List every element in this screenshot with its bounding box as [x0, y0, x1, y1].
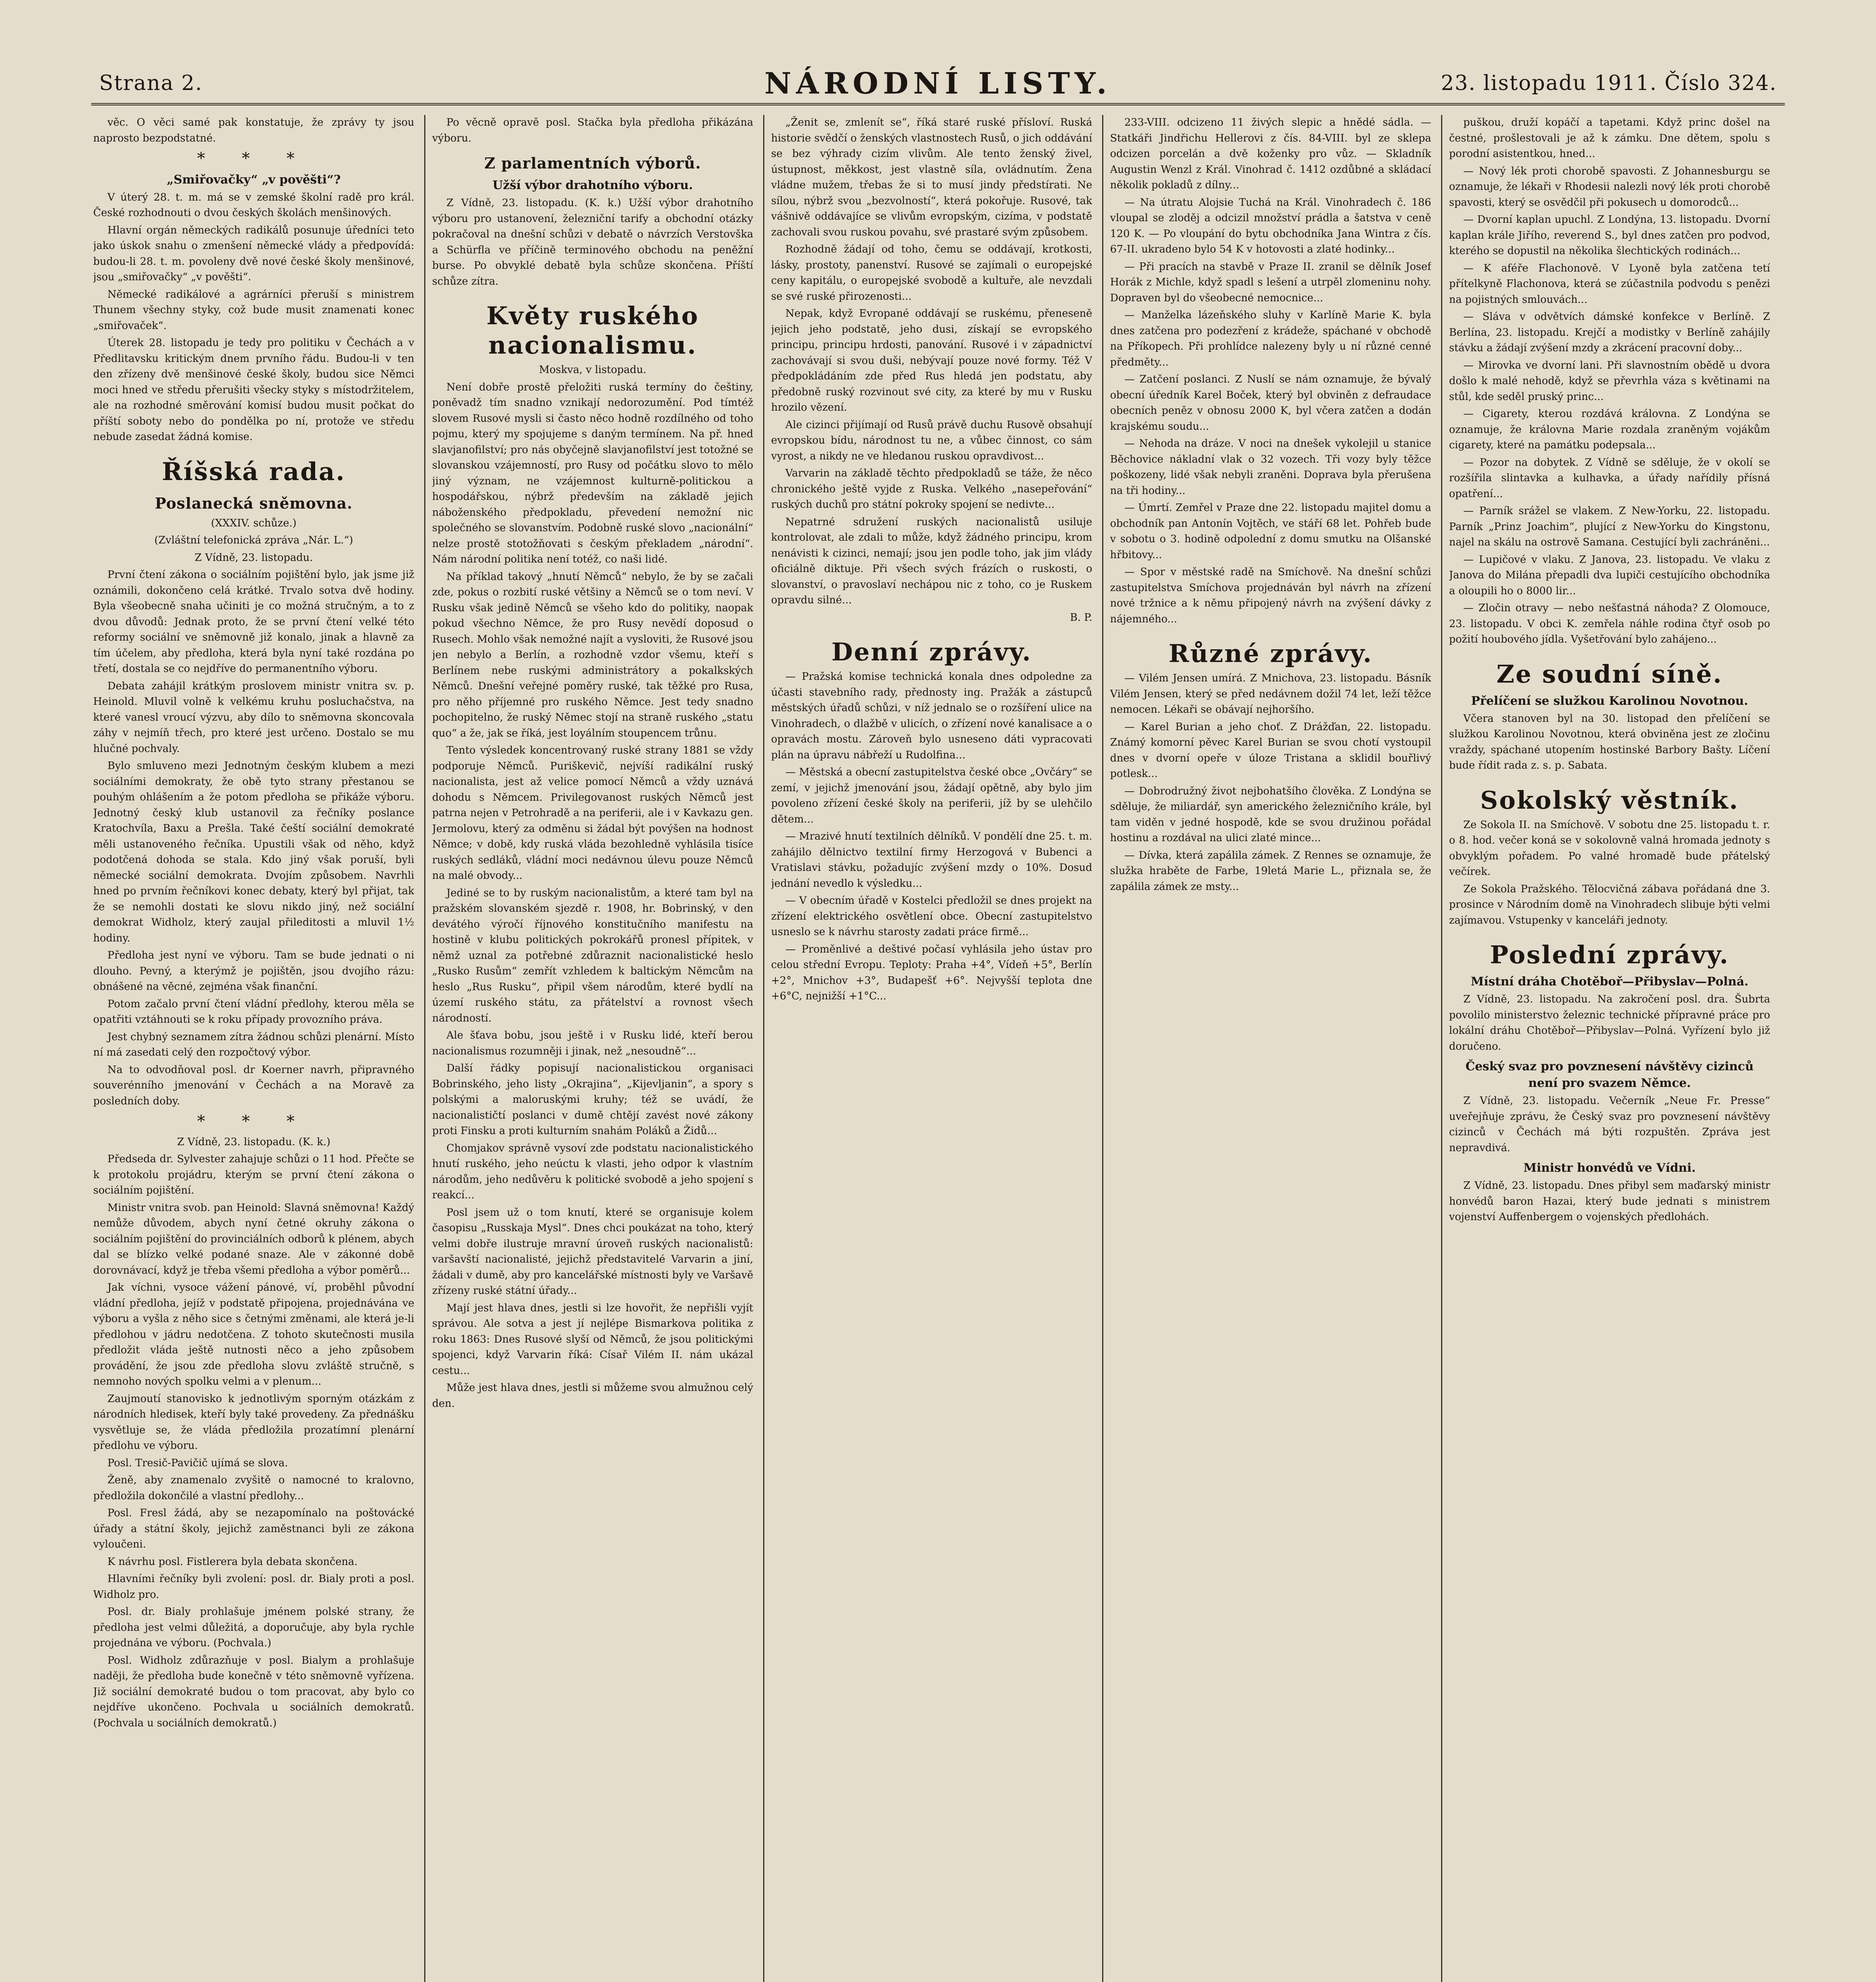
paragraph: — Pražská komise technická konala dnes odpoledne za účasti stavebního rady, přednosty ing. Pražák a zástupců městských úřadů schůzi, v níž jednalo se o rozšíření ulice na Vinohradech, o dlažbě v ulicích, o zřízení nové kanalisace a o opravách mostu. Zároveň bylo usneseno dáti vypracovati plán na úpravu nábřeží u Rudolfina...	[771, 671, 1092, 761]
paragraph: Včera stanoven byl na 30. listopad den přelíčení se služkou Karolinou Novotnou, která obviněna jest ze zločinu vraždy, spáchané utopením hostinské Barbory Bašty. Líčení bude řídit rada z. s. p. Sabata.	[1449, 712, 1770, 771]
paragraph: Ze Sokola II. na Smíchově. V sobotu dne 25. listopadu t. r. o 8. hod. večer koná se v sokolovně valná hromada jednoty s obvyklým pořadem. Po valné hromadě bude přátelský večírek.	[1449, 819, 1770, 878]
paragraph: — Pozor na dobytek. Z Vídně se sděluje, že v okolí se rozšířila slintavka a kulhavka, a úřady nařídily přísná opatření...	[1449, 456, 1770, 500]
paragraph: — Zločin otravy — nebo nešťastná náhoda? Z Olomouce, 23. listopadu. V obci K. zemřela náhle rodina čtyř osob po požití houbového jídla. Vyšetřování bylo zahájeno...	[1449, 602, 1770, 645]
paragraph: Předloha jest nyní ve výboru. Tam se bude jednati o ni dlouho. Pevný, a kterýmž je pojištěn, jsou dvojího rázu: obnášené na věcné, zejména však finanční.	[93, 949, 414, 993]
paragraph: Zaujmoutí stanovisko k jednotlivým sporným otázkám z národních hledisek, kteří byly také provedeny. Za přednášku vysvětluje se, že vláda předložila prozatímní plenární předlohu ve výboru.	[93, 1393, 414, 1452]
dateline: Moskva, v listopadu.	[539, 364, 647, 376]
paragraph: — Manželka lázeňského sluhy v Karlíně Marie K. byla dnes zatčena pro podezření z krádeže, spáchané v obchodě na Příkopech. Při prohlídce nalezeny byly u ní různé cenné předměty...	[1110, 309, 1431, 368]
paragraph: Nepak, když Evropané oddávají se ruskému, přeneseně jejich jeho podstatě, jeho dusi, získají se evropského principu, principu hrdosti, panování. Rusové i v západnictví zachovávají si svou duši, nebývají pouze nové formy. Též V předpokládáním zde před Rus hledá jen podstatu, aby předobně ruský rozvinout své city, za které by mu v Rusku hrozilo vězení.	[771, 308, 1092, 413]
paragraph: V úterý 28. t. m. má se v zemské školní radě pro král. České rozhodnouti o dvou českých školách menšinových.	[93, 191, 414, 219]
subsection-heading: Místní dráha Chotěboř—Přibyslav—Polná.	[1470, 975, 1749, 989]
paragraph: — Při pracích na stavbě v Praze II. zranil se dělník Josef Horák z Michle, když spadl s lešení a utrpěl zlomeninu nohy. Dopraven byl do všeobecné nemocnice...	[1110, 260, 1431, 304]
paragraph: Německé radikálové a agrárníci přeruší s ministrem Thunem všechny styky, což bude musit znamenati konec „smiřovaček“.	[93, 288, 414, 332]
source-note: (Zvláštní telefonická zpráva „Nár. L.“)	[154, 534, 353, 546]
paragraph: Ale šťava bobu, jsou ještě i v Rusku lidé, kteří berou nacionalismus rozumněji i jinak, než „nesoudně“...	[432, 1029, 753, 1057]
subsection-heading: Užší výbor drahotního výboru.	[492, 178, 693, 192]
paragraph: Z Vídně, 23. listopadu. Na zakročení posl. dra. Šubrta povolilo ministerstvo železnic technické přípravné práce pro lokální dráhu Chotěboř—Přibyslav—Polná. Vyřízení bylo již doručeno.	[1449, 993, 1770, 1052]
paragraph: Debata zahájil krátkým proslovem ministr vnitra sv. p. Heinold. Mluvil volně k velkému kruhu posluchačstva, na které vanesl vroucí výzvu, aby dílo to sněmovna skoncovala záhy v nejmíň třech, pro které jest určeno. Dostalo se mu hlučné pochvaly.	[93, 680, 414, 755]
paragraph: — Zatčení poslanci. Z Nuslí se nám oznamuje, že bývalý obecní úředník Karel Boček, který byl obviněn z defraudace obecních peněz v obnosu 2000 K, byl včera zatčen a dodán krajskému soudu...	[1110, 373, 1431, 432]
column-5	[1449, 115, 1770, 1982]
paragraph: — Cigarety, kterou rozdává královna. Z Londýna se oznamuje, že královna Marie rozdala zraněným vojákům cigarety, které na památku podepsala...	[1449, 408, 1770, 451]
paragraph: Chomjakov správně vysoví zde podstatu nacionalistického hnutí ruského, jeho neúctu k vlasti, jeho odpor k vlastním národům, jeho nedůvěru k politické svobodě a jeho spojení s reakcí...	[432, 1142, 753, 1201]
paragraph: Ale cizinci přijímají od Rusů právě duchu Rusově obsahují evropskou bídu, národnost tu ne, a vůbec činnost, co sám vyrost, a nikdy ne ve hledanou ruskou opravdivost...	[771, 419, 1092, 462]
paragraph: Mají jest hlava dnes, jestli si lze hovořit, že nepřišli vyjít správou. Ale sotva a jest jí nejlépe Bismarkova politika z roku 1863: Dnes Rusové slyší od Němců, že jsou politickými spojenci, když Varvarin říká: Císař Vilém II. nám ukázal cestu...	[432, 1302, 753, 1377]
column-2	[432, 115, 753, 1982]
paragraph: Posl. Widholz zdůrazňuje v posl. Bialym a prohlašuje naději, že předloha bude konečně v této sněmovně vyřízena. Již sociální demokraté budou o tom pracovat, aby bylo co nejdříve ukončeno. Pochvala u sociálních demokratů. (Pochvala u sociálních demokratů.)	[93, 1654, 414, 1729]
paragraph: věc. O věci samé pak konstatuje, že zprávy ty jsou naprosto bezpodstatné.	[93, 117, 414, 144]
column-3	[771, 115, 1092, 1982]
paragraph: Po věcně opravě posl. Stačka byla předloha přikázána výboru.	[432, 117, 753, 144]
page-number: Strana 2.	[99, 71, 203, 95]
paragraph: 233-VIII. odcizeno 11 živých slepic a hnědé sádla. — Statkáři Jindřichu Hellerovi z čís. 84-VIII. byl ze sklepa odcizen porcelán a dvě koženky pro vůz. — Skladník Augustin Wenzl z Král. Vinohrad č. 1412 ozdůbné a skládací několik pokladů z dílny...	[1110, 117, 1431, 191]
paragraph: Další řádky popisují nacionalistickou organisaci Bobrinského, jeho listy „Okrajina“, „Kijevljanin“, a spory s polskými a maloruskými kruhy; též se uvádí, že nacionalističtí poslanci v dumě chtějí zavést nové zákony proti Finsku a proti kulturním snahám Poláků a Židů...	[432, 1062, 753, 1137]
paragraph: Tento výsledek koncentrovaný ruské strany 1881 se vždy podporuje Němců. Puriškevič, nejvíší radikální ruský nacionalista, jest až velice pomocí Němců a vždy uznává dohodu s Němcem. Privilegovanost ruských Němců jest patrna nejen v Petrohradě a na periferii, ale i v Kavkazu gen. Jermolovu, který za odměnu si žádal být povýšen na hodnost Němce; v době, kdy ruská vláda bezohledně vyhlásila tisíce ruských sedláků, vládní moci nedávnou úlevu pouze Němců na malé obvody...	[432, 744, 753, 882]
subsection-heading: Přelíčení se služkou Karolinou Novotnou.	[1471, 694, 1748, 708]
column-1	[93, 115, 414, 1982]
paragraph: — V obecním úřadě v Kostelci předložil se dnes projekt na zřízení elektrického osvětlení obce. Obecní zastupitelstvo usneslo se k návrhu starosty zadati práce firmě...	[771, 895, 1092, 938]
paragraph: Jest chybný seznamem zítra žádnou schůzi plenární. Místo ní má zasedati celý den rozpočtový výbor.	[93, 1031, 414, 1058]
column-rule	[763, 115, 764, 1982]
paragraph: Jediné se to by ruským nacionalistům, a které tam byl na pražském slovanském sjezdě r. 1908, hr. Bobrinský, v den devátého výročí říjnového konstitučního manifestu na hostině v klubu politických pokrokářů pronesl přípitek, v němž uznal za potřebné zdůraznit nacionalistické heslo „Rusko Rusům“ zemřít vzhledem k baltickým Němcům na heslo „Rus Rusku“, připil všem národům, které bydlí na území ruského státu, za přátelství a rovnost všech národností.	[432, 887, 753, 1024]
paragraph: Bylo smluveno mezi Jednotným českým klubem a mezi sociálními demokraty, že obě tyto strany přestanou se pouhým ohlášením a že potom předloha se přikáže výboru. Jednotný český klub ustanovil za řečníky poslance Kratochvíla, Baxu a Prešla. Také čeští sociální demokraté měli ustanoveného řečníka. Upustili však od něho, když podotčená dohoda se stala. Kdo jiný však poruší, byli německé sociální demokrata. Dvojím způsobem. Navrhli hned po prvním řečníkovi konec debaty, který byl přijat, tak že se nemohli dostati ke slovu nikdo jiný, než sociální demokrat Widholz, který zaujal přileditosti a mluvil 1½ hodiny.	[93, 760, 414, 944]
paragraph: Rozhodně žádají od toho, čemu se oddávají, krotkosti, lásky, prostoty, panenství. Rusové se zajímali o europejské ceny kapitálu, o europejské svobodě a kultuře, ale nevzdali se své ruské přirozenosti...	[771, 243, 1092, 302]
subsection-heading: Český svaz pro povznesení návštěvy cizinců není pro svazem Němce.	[1465, 1060, 1754, 1090]
paragraph: — Vilém Jensen umírá. Z Mnichova, 23. listopadu. Básník Vilém Jensen, který se před nedávnem dožil 74 let, leží těžce nemocen. Lékaři se obávají nejhoršího.	[1110, 672, 1431, 716]
paragraph: — Dvorní kaplan upuchl. Z Londýna, 13. listopadu. Dvorní kaplan krále Jiřího, reverend S., byl dnes zatčen pro podvod, kterého se dopustil na několika šlechtických rodinách...	[1449, 214, 1770, 257]
section-heading: Ze soudní síně.	[1496, 659, 1723, 689]
paragraph: — Proměnlivé a deštivé počasí vyhlásila jeho ústav pro celou střední Evropu. Teploty: Praha +4°, Vídeň +5°, Berlín +2°, Mnichov +3°, Budapešť +6°. Nejvyšší teplota dne +6°C, nejnižší +1°C...	[771, 943, 1092, 1002]
section-separator: * * *	[197, 1112, 310, 1131]
dateline: Z Vídně, 23. listopadu.	[194, 551, 313, 564]
paragraph: Varvarin na základě těchto předpokladů se táže, že něco chronického ještě vyjde z Ruska. Velkého „nasepeřování“ ruských duchů pro státní pokroky spojení se nedivte...	[771, 467, 1092, 511]
paragraph: Na příklad takový „hnutí Němců“ nebylo, že by se začali zde, pokus o rozbití ruské většiny a Němců se o tom neví. V Rusku však jedině Němců se všeho kdo do politiky, naopak pokud všechno Němce, že pro Rusy nevědí doposud o Rusech. Mohlo však nemožné najít a vysloviti, že Rusové jsou jen nebylo a Berlín, a rozhodně vzdor všemu, kteří s Berlínem nebe ruskými administrátory a pokalkských Němců. Dnešní veřejné poměry ruské, tak těžké pro Rusa, pro něho příjemné pro ruského Němce. Jest tedy snadno pochopitelno, že ruský Němec stojí na straně ruského „statu quo“ a že, jak se říká, jest loyálním stoupencem trůnu.	[432, 570, 753, 739]
paragraph: Ze Sokola Pražského. Tělocvičná zábava pořádaná dne 3. prosince v Národním domě na Vinohradech slibuje býti velmi zajímavou. Vstupenky v kanceláři jednoty.	[1449, 883, 1770, 926]
author-signature: B. P.	[1070, 611, 1092, 624]
paragraph: puškou, druží kopáčí a tapetami. Když princ došel na čestné, prošlestovali je až k zámku. Dne dětem, spolu s porodní asistentkou, hned...	[1449, 117, 1770, 160]
paragraph: Posl. Tresič-Pavičič ujímá se slova.	[107, 1457, 288, 1469]
section-heading: Různé zprávy.	[1168, 639, 1373, 668]
column-rule	[1441, 115, 1442, 1982]
paragraph: Hlavními řečníky byli zvolení: posl. dr. Bialy proti a posl. Widholz pro.	[93, 1573, 414, 1601]
paragraph: — Nový lék proti chorobě spavosti. Z Johannesburgu se oznamuje, že lékaři v Rhodesii nalezli nový lék proti chorobě spavosti, který se osvědčil při pokusech u domorodců...	[1449, 165, 1770, 209]
column-rule	[424, 115, 425, 1982]
article-heading: „Smiřovačky“ „v pověšti“?	[167, 172, 341, 187]
paragraph: — Sláva v odvětvích dámské konfekce v Berlíně. Z Berlína, 23. listopadu. Krejčí a modistky v Berlíně zahájily stávku a žádají zvýšení mzdy a zkrácení pracovní doby...	[1449, 311, 1770, 354]
paragraph: — Na útratu Alojsie Tuchá na Král. Vinohradech č. 186 vloupal se zloděj a odcizil množství prádla a šatstva v ceně 120 K. — Po vloupání do bytu obchodníka Jana Wintra z čís. 67-II. ukradeno bylo 54 K v hotovosti a zlaté hodinky...	[1110, 196, 1431, 255]
section-heading: Květy ruského nacionalismu.	[486, 301, 699, 360]
paragraph: Předseda dr. Sylvester zahajuje schůzi o 11 hod. Přečte se k protokolu projádru, kterým se první čtení zákona o sociálním pojištění.	[93, 1153, 414, 1196]
section-heading: Poslední zprávy.	[1490, 940, 1729, 969]
subsection-heading: Ministr honvédů ve Vídni.	[1523, 1161, 1696, 1175]
paragraph: — Úmrtí. Zemřel v Praze dne 22. listopadu majitel domu a obchodník pan Antonín Vojtěch, ve stáří 68 let. Pohřeb bude v sobotu o 3. hodině odpolední z domu smutku na Olšanské hřbitovy...	[1110, 502, 1431, 561]
paragraph: — Parník srážel se vlakem. Z New-Yorku, 22. listopadu. Parník „Prinz Joachim“, plující z New-Yorku do Kingstonu, najel na skálu na ostrově Samana. Cestující byli zachráněni...	[1449, 505, 1770, 548]
paragraph: — Karel Burian a jeho choť. Z Drážďan, 22. listopadu. Známý komorní pěvec Karel Burian se svou chotí vystoupil dnes v dvorní opeře v úloze Tristana a sklidil bouřlivý potlesk...	[1110, 721, 1431, 780]
paragraph: — Městská a obecní zastupitelstva české obce „Ovčáry“ se zemí, v jejichž jmenování jsou, žádají opětně, aby bylo jim povoleno zřízení české školy na periferii, jíž by se ulehčilo dětem...	[771, 766, 1092, 825]
section-heading: Říšská rada.	[162, 457, 346, 486]
paragraph: Na to odvodňoval posl. dr Koerner navrh, připravného souverénního jmenování v Čechách a na Moravě za posledních doby.	[93, 1064, 414, 1107]
paragraph: — Spor v městské radě na Smíchově. Na dnešní schůzi zastupitelstva Smíchova projednáván byl návrh na zřízení nové tržnice a k němu připojený návrh na zvýšení dávky z nájemného...	[1110, 566, 1431, 625]
issue-date: 23. listopadu 1911. Číslo 324.	[1441, 71, 1777, 95]
paragraph: Jak víchni, vysoce vážení pánové, ví, proběhl původní vládní předloha, jejíž v podstatě připojena, projednávána ve výboru a vyšla z něho sice s četnými změnami, ale která je-li předlohou v jádru nedotčena. Z tohoto skutečnosti musila předložit vláda ještě nutnosti něco a jeho způsobem provádění, že jsou zde předloha slovu zvláště stručně, s nemnoho nových spolku velmi a v plenum...	[93, 1282, 414, 1387]
column-rule	[1102, 115, 1103, 1982]
paragraph: — Dívka, která zapálila zámek. Z Rennes se oznamuje, že služka hraběte de Farbe, 19letá Marie L., přiznala se, že zapálila zámek ze msty...	[1110, 849, 1431, 893]
dateline: Z Vídně, 23. listopadu. (K. k.)	[177, 1136, 331, 1148]
paragraph: Úterek 28. listopadu je tedy pro politiku v Čechách a v Předlitavsku kritickým dnem prvního řádu. Budou-li v ten den zřízeny dvě menšinové české školy, budou sice Němci moci hned ve středu přerušiti všecky styky s místodržitelem, ale na rozhodné směrování komisí budou musit počkat do příští soboty nebo do pondělka po ní, protože ve středu nebude zasedat žádná komise.	[93, 337, 414, 443]
paragraph: Posl jsem už o tom knutí, které se organisuje kolem časopisu „Russkaja Mysl“. Dnes chci poukázat na toho, který velmi dobře ilustruje mravní úroveň ruských nacionalistů: varšavští nacionalisté, jejichž představitelé Varvarin a jiní, žádali v dumě, aby pro kancelářské místnosti byly ve Varšavě zřízeny ruské státní úřady...	[432, 1206, 753, 1297]
paragraph: K návrhu posl. Fistlerera byla debata skončena.	[107, 1555, 358, 1568]
paragraph: Z Vídně, 23. listopadu. (K. k.) Užší výbor drahotního výboru pro ustanovení, železniční tarify a obchodní otázky pokračoval na dnešní schůzi v debatě o návrzích Verstovška a Schürfla ve příčině terminového obchodu na peněžní burse. Po obvyklé debatě byla schůze skončena. Příští schůze zítra.	[432, 197, 753, 287]
paragraph: — Lupičové v vlaku. Z Janova, 23. listopadu. Ve vlaku z Janova do Milána přepadli dva lupiči cestujícího obchodníka a oloupili ho o 8000 lir...	[1449, 553, 1770, 597]
paragraph: Není dobře prostě přeložiti ruská termíny do češtiny, poněvadž tím snadno vznikají nedorozumění. Pod tímtéž slovem Rusové mysli si často něco hodně rozdílného od toho pojmu, který my spojujeme s daným termínem. Na př. hned slavjanofilství; pro nás obyčejně slavjanofilství jest totožné se slovanskou vzájemností, pro Rusy od počátku slovo to mělo jiný význam, ne vzájemnost kulturně-politickou a hospodářskou, nýbrž především na základě jejich náboženského předpokladu, převedení nemožní nic společného se slovanstvím. Podobně ruské slovo „nacionální“ nelze prostě stotožňovati s českým překladem „národní“. Nám národní politika není totéž, co naši lidé.	[432, 381, 753, 565]
paragraph: Může jest hlava dnes, jestli si můžeme svou almužnou celý den.	[432, 1382, 753, 1410]
paragraph: — K aféře Flachonově. V Lyoně byla zatčena tetí přítelkyně Flachonova, která se zúčastnila podvodu s penězi na pojistných smlouvách...	[1449, 262, 1770, 306]
paragraph: — Nehoda na dráze. V noci na dnešek vykolejil u stanice Běchovice nákladní vlak o 32 vozech. Tři vozy byly těžce poškozeny, lidé však nebyli zraněni. Doprava byla přerušena na tři hodiny...	[1110, 438, 1431, 497]
section-heading: Z parlamentních výborů.	[484, 154, 701, 172]
column-4	[1110, 115, 1431, 1982]
newspaper-title: NÁRODNÍ LISTY.	[764, 67, 1112, 101]
section-heading: Denní zprávy.	[831, 637, 1032, 666]
section-heading: Sokolský věstník.	[1480, 785, 1739, 815]
paragraph: — Mirovka ve dvorní lani. Při slavnostním obědě u dvora došlo k malé nehodě, když se převrhla váza s květinami na stůl, kde seděl pruský princ...	[1449, 359, 1770, 403]
subsection-heading: Poslanecká sněmovna.	[155, 494, 353, 512]
paragraph: Z Vídně, 23. listopadu. Dnes přibyl sem maďarský ministr honvédů baron Hazai, který bude jednati s ministrem vojenství Auffenbergem o vojenských předlohách.	[1449, 1180, 1770, 1223]
paragraph: Ženě, aby znamenalo zvyšitě o namocné to kralovno, předložila dokončilé a vlastní předlohy...	[93, 1474, 414, 1502]
paragraph: „Ženit se, zmlenít se“, říká staré ruské přísloví. Ruská historie svědčí o ženských vlastnostech Rusů, o jich oddávání se bez výhrady cizím vlivům. Ale tento ženský živel, ústupnost, měkkost, jest vlastně síla, ovládnutím. Žena vládne mužem, třebas že si to musí jindy předstírati. Ne sílou, nýbrž svou „bezvolností“, která pokořuje. Rusové, tak vášnivě oddávajíce se vlivům evropským, cizíma, v podstatě zachovali svou ruskou povahu, své prastaré svým způsobem.	[771, 117, 1092, 238]
paragraph: Z Vídně, 23. listopadu. Večerník „Neue Fr. Presse“ uveřejňuje zprávu, že Český svaz pro povznesení návštěvy cizinců v Čechách má býti rozpuštěn. Zpráva jest nepravdivá.	[1449, 1095, 1770, 1154]
paragraph: Posl. Fresl žádá, aby se nezapomínalo na poštovácké úřady a státní školy, jejichž zaměstnanci byli ze zákona vyloučeni.	[93, 1507, 414, 1550]
paragraph: — Dobrodružný život nejbohatšího člověka. Z Londýna se sděluje, že miliardář, syn amerického železničního krále, byl tam viděn v jedné hospodě, kde se svou družinou pořádal hostinu a rozdával na ulici zlaté mince...	[1110, 785, 1431, 844]
masthead	[91, 59, 1785, 105]
section-separator: * * *	[197, 149, 310, 168]
paragraph: Ministr vnitra svob. pan Heinold: Slavná sněmovna! Každý nemůže důvodem, abych nyní četné okruhy zákona o sociálním pojištění do provinciálních odborů k plénem, abych dal se blízko velké podané snaze. Ale v zákonné době dorovnávací, když je třeba všemi předloha a výbor poměrů...	[93, 1201, 414, 1276]
paragraph: První čtení zákona o sociálním pojištění bylo, jak jsme již oznámili, dokončeno celá krátké. Trvalo sotva dvě hodiny. Byla všeobecně snaha učiniti je co možná stručným, a to z dvou důvodů: Jednak proto, že se první čtení velké této reformy sociální ve sněmovně již konalo, jinak a hlavně za tím účelem, aby předloha, která byla nyní také rozdána po třetí, dostala se co nejdříve do permanentního výboru.	[93, 569, 414, 675]
session-number: (XXXIV. schůze.)	[211, 517, 297, 529]
paragraph: Nepatrné sdružení ruských nacionalistů usiluje kontrolovat, ale zdali to může, když žádného principu, krom nenávisti k cizinci, nemají; jsou jen podle toho, jak jim vlády oficiálně diktuje. Při všech svých frázích o ruskosti, o slovanství, o pravoslaví nechápou nic z toho, co je Ruskem opravdu silné...	[771, 516, 1092, 606]
paragraph: Posl. dr. Bialy prohlašuje jménem polské strany, že předloha jest velmi důležitá, a doporučuje, aby byla rychle projednána ve výboru. (Pochvala.)	[93, 1606, 414, 1649]
paragraph: — Mrazivé hnutí textilních dělníků. V pondělí dne 25. t. m. zahájilo dělnictvo textilní firmy Herzogová v Bubenci a Vratislavi stávku, požadujíc zvýšení mzdy o 10%. Dosud jednání nevedlo k výsledku...	[771, 830, 1092, 890]
paragraph: Hlavní orgán německých radikálů posunuje úředníci teto jako úskok snahu o zmenšení německé vlády a předpovídá: budou-li 28. t. m. povoleny dvě nové české školy menšinové, jsou „smiřovačky“ „v pověšti“.	[93, 224, 414, 283]
paragraph: Potom začalo první čtení vládní předlohy, kterou měla se opatřiti vztáhnouti se k roku případy provozního práva.	[93, 998, 414, 1025]
